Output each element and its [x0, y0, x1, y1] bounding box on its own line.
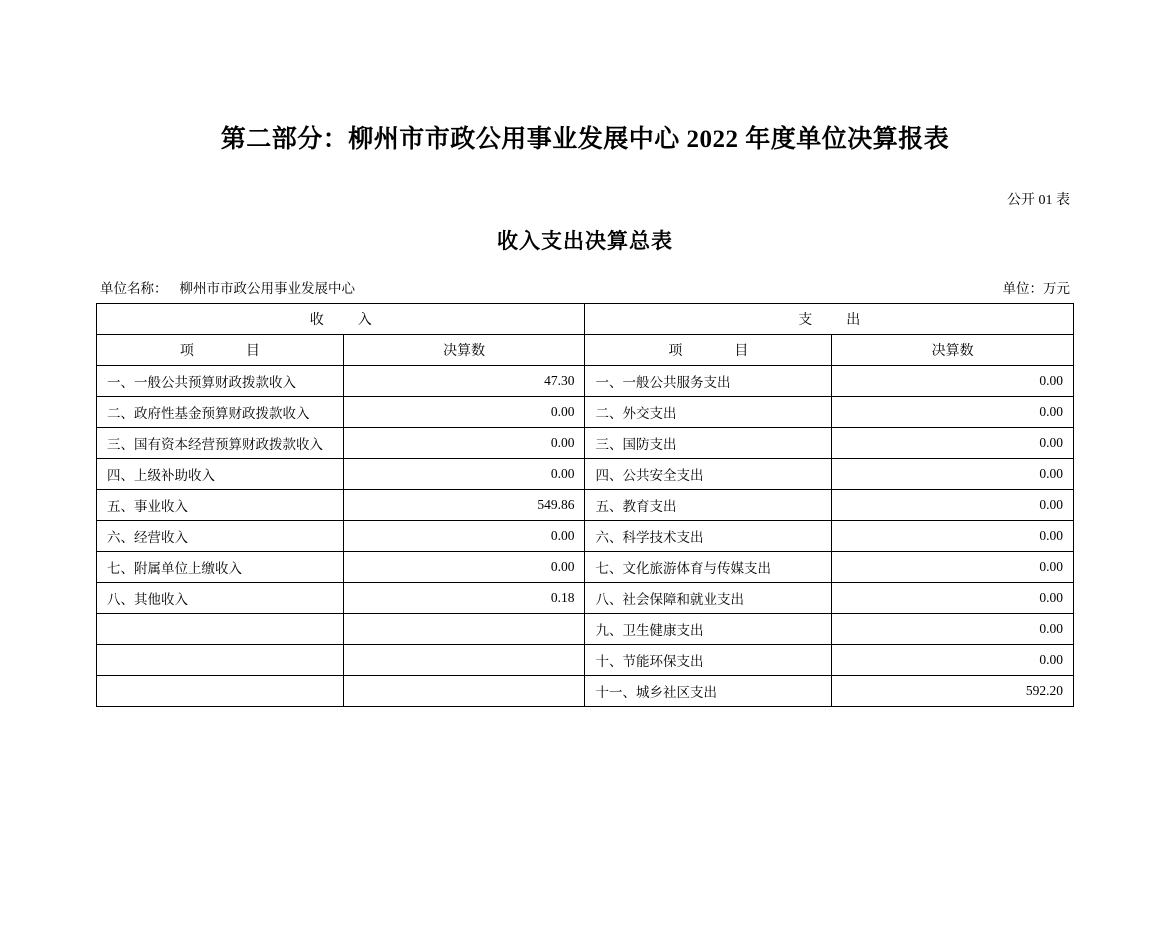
income-amount: 0.00: [343, 397, 585, 428]
income-item: 二、政府性基金预算财政拨款收入: [97, 397, 344, 428]
income-amount: 0.18: [343, 583, 585, 614]
expense-item: 三、国防支出: [585, 428, 832, 459]
group-header-income: 收 入: [97, 304, 585, 335]
income-item: 六、经营收入: [97, 521, 344, 552]
income-item: 八、其他收入: [97, 583, 344, 614]
expense-amount: 0.00: [832, 366, 1074, 397]
table-row: [97, 552, 1074, 583]
expense-amount: 0.00: [832, 397, 1074, 428]
income-item: 三、国有资本经营预算财政拨款收入: [97, 428, 344, 459]
table-group-header-row: [97, 304, 1074, 335]
document-page: [0, 122, 1170, 950]
income-amount: 0.00: [343, 459, 585, 490]
income-item: 七、附属单位上缴收入: [97, 552, 344, 583]
table-row: [97, 583, 1074, 614]
income-amount: 549.86: [343, 490, 585, 521]
income-amount: [343, 676, 585, 707]
expense-item: 五、教育支出: [585, 490, 832, 521]
expense-item: 九、卫生健康支出: [585, 614, 832, 645]
unit-name-value: 柳州市市政公用事业发展中心: [179, 281, 355, 296]
expense-amount: 0.00: [832, 645, 1074, 676]
expense-item: 一、一般公共服务支出: [585, 366, 832, 397]
expense-amount: 0.00: [832, 614, 1074, 645]
group-header-expense: 支 出: [585, 304, 1074, 335]
income-amount: 0.00: [343, 428, 585, 459]
table-row: [97, 645, 1074, 676]
expense-item: 七、文化旅游体育与传媒支出: [585, 552, 832, 583]
revenue-expenditure-table: [96, 303, 1074, 707]
column-header-expense-amount: 决算数: [832, 335, 1074, 366]
table-column-header-row: [97, 335, 1074, 366]
expense-amount: 0.00: [832, 459, 1074, 490]
income-amount: [343, 614, 585, 645]
unit-name-label: 单位名称：: [100, 281, 168, 296]
table-row: [97, 366, 1074, 397]
unit-measure-label: 单位：万元: [1002, 281, 1070, 296]
expense-item: 十一、城乡社区支出: [585, 676, 832, 707]
column-header-income-item: 项 目: [97, 335, 344, 366]
income-amount: 47.30: [343, 366, 585, 397]
unit-name-group: [100, 277, 355, 297]
income-item: [97, 645, 344, 676]
column-header-expense-item: 项 目: [585, 335, 832, 366]
income-item: [97, 614, 344, 645]
expense-amount: 592.20: [832, 676, 1074, 707]
sheet-code-label: 公开 01 表: [1007, 193, 1070, 208]
income-amount: [343, 645, 585, 676]
income-amount: 0.00: [343, 552, 585, 583]
expense-item: 十、节能环保支出: [585, 645, 832, 676]
table-row: [97, 397, 1074, 428]
table-body: [97, 304, 1074, 707]
table-title: 收入支出决算总表: [497, 229, 673, 253]
table-row: [97, 614, 1074, 645]
expense-item: 二、外交支出: [585, 397, 832, 428]
table-row: [97, 676, 1074, 707]
table-row: [97, 428, 1074, 459]
income-item: 一、一般公共预算财政拨款收入: [97, 366, 344, 397]
expense-amount: 0.00: [832, 552, 1074, 583]
income-item: 五、事业收入: [97, 490, 344, 521]
table-row: [97, 521, 1074, 552]
income-item: 四、上级补助收入: [97, 459, 344, 490]
expense-amount: 0.00: [832, 583, 1074, 614]
expense-item: 六、科学技术支出: [585, 521, 832, 552]
expense-amount: 0.00: [832, 490, 1074, 521]
table-row: [97, 490, 1074, 521]
page-title: 第二部分：柳州市市政公用事业发展中心 2022 年度单位决算报表: [220, 126, 950, 153]
expense-item: 八、社会保障和就业支出: [585, 583, 832, 614]
table-meta-row: [96, 277, 1074, 303]
expense-amount: 0.00: [832, 428, 1074, 459]
expense-item: 四、公共安全支出: [585, 459, 832, 490]
column-header-income-amount: 决算数: [343, 335, 585, 366]
expense-amount: 0.00: [832, 521, 1074, 552]
income-item: [97, 676, 344, 707]
table-row: [97, 459, 1074, 490]
income-amount: 0.00: [343, 521, 585, 552]
